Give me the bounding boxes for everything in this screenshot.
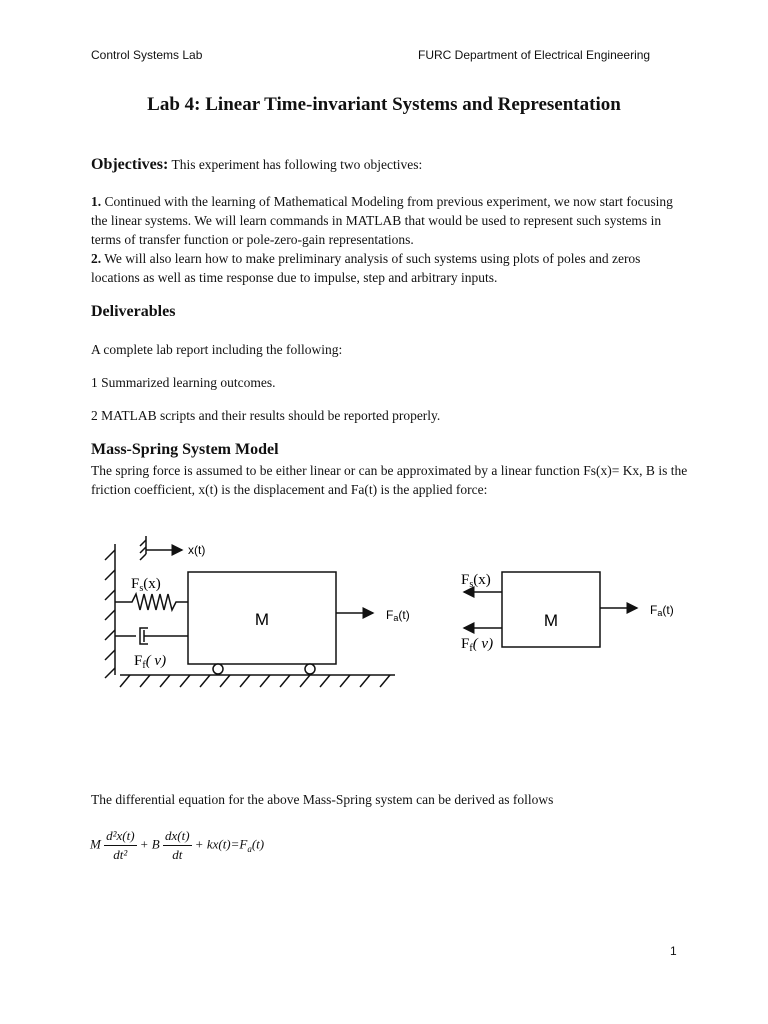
deliverable-item-1: 1 Summarized learning outcomes. [91,375,276,390]
fbd-spring-force-label [461,572,491,590]
friction-force-symbol: F [134,653,143,669]
spring-force-symbol: F [131,576,140,592]
page-number: 1 [670,944,677,958]
applied-force-label [386,608,410,623]
objectives-line [91,155,691,174]
deliverables-intro: A complete lab report including the following: [91,342,343,357]
fbd-friction-force-symbol: F [461,636,470,652]
applied-force-symbol: F [386,608,394,622]
fbd-applied-force-subscript: a [657,608,663,618]
equation-num-2: dx(t) [163,828,192,846]
fbd-friction-force-subscript: f [469,643,473,654]
fbd-applied-force-label [650,603,674,618]
equation-plus-b: + B [139,836,160,852]
equation-den-2: dt [172,847,183,862]
applied-force-subscript: a [393,613,399,623]
objective-item-2-number: 2. [91,251,102,266]
header-left: Control Systems Lab [91,48,203,62]
objective-item-1-text: Continued with the learning of Mathematical Modeling from previous experiment, we now start focusing the linear systems. We will learn commands in MATLAB that would be used to represent such systems in terms of transfer function or pole-zero-gain representations. [91,194,673,247]
spring [115,594,188,610]
model-heading: Mass-Spring System Model [91,441,279,458]
friction-force-subscript: f [142,660,146,671]
damper [115,628,188,644]
fbd-spring-force-argument: (x) [473,572,491,588]
fbd-friction-force-argument: ( v) [472,636,494,652]
equation-subscript: a [247,844,252,855]
spring-force-label [131,576,161,594]
page-title: Lab 4: Linear Time-invariant Systems and Representation [147,94,621,115]
equation-fraction-1 [104,828,136,863]
fbd-spring-force-symbol: F [461,572,470,588]
friction-force-argument: ( v) [145,653,167,669]
objective-item-1 [91,192,691,249]
equation-tail: (t) [251,836,265,852]
wheel-left [213,664,223,674]
deliverable-item-2: 2 MATLAB scripts and their results should be reported properly. [91,408,441,423]
fbd-applied-force-argument: (t) [662,603,674,617]
header-right: FURC Department of Electrical Engineering [418,48,651,62]
objectives-intro: This experiment has following two objectives: [168,157,423,172]
mass-label: M [254,610,270,629]
wall [105,544,115,678]
model-text: The spring force is assumed to be either linear or can be approximated by a linear function Fs(x)= Kx, B is the friction coefficient, x(t) is the displacement and Fa(t) is the applied force: [91,463,688,497]
ground [120,675,395,687]
equation-intro: The differential equation for the above Mass-Spring system can be derived as follows [91,792,554,807]
equation-den-1: dt² [113,847,128,862]
spring-force-subscript: s [139,583,144,594]
equation-rest: + kx(t)=F [194,836,248,852]
objectives-heading: Objectives: [91,156,169,173]
fbd-applied-force-symbol: F [650,603,658,617]
fbd-spring-force-subscript: s [469,579,474,590]
spring-force-argument: (x) [143,576,161,592]
objective-item-1-number: 1. [91,194,102,209]
wheel-right [305,664,315,674]
equation-fraction-2 [163,828,192,863]
fbd-mass-label: M [543,611,559,630]
friction-force-label [134,653,166,671]
displacement-label: x(t) [188,543,206,557]
deliverables-heading: Deliverables [91,303,176,320]
fbd-mass-block [502,572,600,647]
mass-spring-figure [90,530,710,700]
equation-mass: M [90,836,101,852]
fbd-friction-force-label [461,636,493,654]
displacement-reference [140,536,182,560]
objective-item-2 [91,249,691,287]
differential-equation [90,828,264,863]
applied-force-argument: (t) [398,608,410,622]
objective-item-2-text: We will also learn how to make preliminary analysis of such systems using plots of poles and zeros locations as well as time response due to impulse, step and arbitrary inputs. [91,251,641,285]
equation-num-1: d²x(t) [104,828,136,846]
